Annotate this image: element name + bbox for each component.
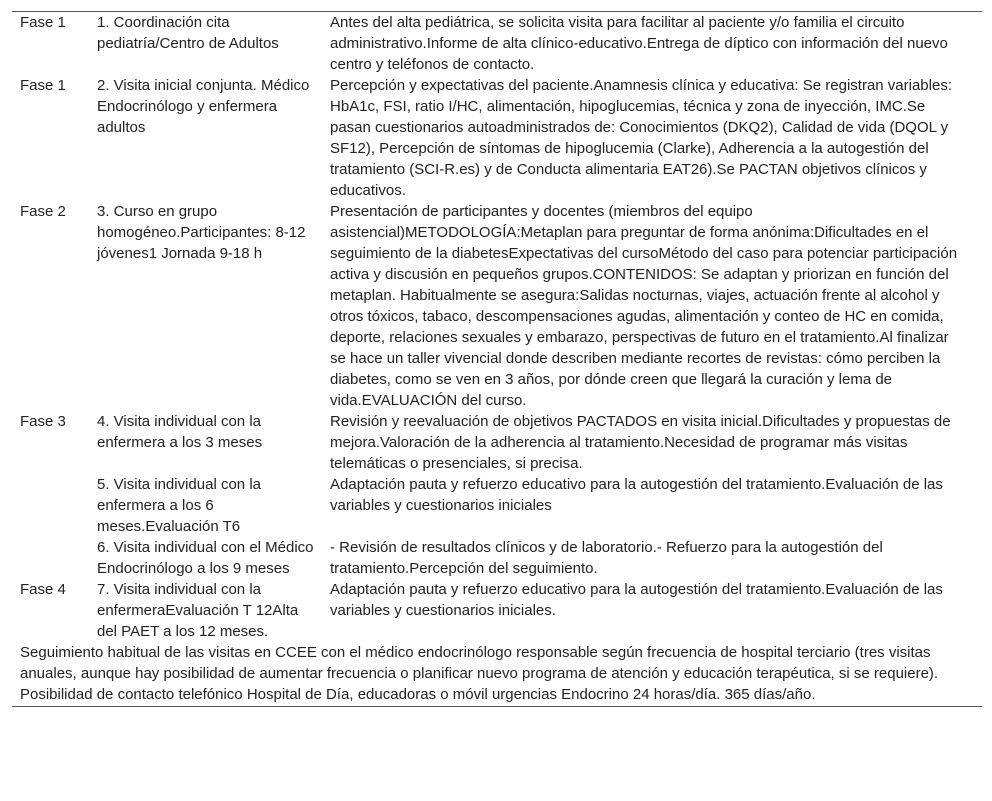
- description-cell: Adaptación pauta y refuerzo educativo para la autogestión del tratamiento.Evaluación de las variables y cuestionarios iniciales: [330, 476, 943, 514]
- visit-cell: 4. Visita individual con la enfermera a los 3 meses: [97, 413, 263, 451]
- phase-cell: [12, 474, 90, 537]
- phase-cell: Fase 4: [20, 581, 66, 598]
- program-table: [12, 11, 982, 707]
- table-row: [12, 474, 982, 537]
- visit-cell: 3. Curso en grupo homogéneo.Participantes: 8-12 jóvenes1 Jornada 9-18 h: [97, 203, 306, 262]
- visit-cell: 5. Visita individual con la enfermera a los 6 meses.Evaluación T6: [97, 476, 261, 535]
- visit-cell: 2. Visita inicial conjunta. Médico Endocrinólogo y enfermera adultos: [97, 77, 310, 136]
- table-row: [12, 411, 982, 474]
- description-cell: - Revisión de resultados clínicos y de laboratorio.- Refuerzo para la autogestión del tratamiento.Percepción del seguimiento.: [330, 539, 883, 577]
- visit-cell: 1. Coordinación cita pediatría/Centro de Adultos: [97, 14, 279, 52]
- description-cell: Adaptación pauta y refuerzo educativo para la autogestión del tratamiento.Evaluación de las variables y cuestionarios iniciales.: [330, 581, 943, 619]
- table-row: [12, 12, 982, 76]
- description-cell: Percepción y expectativas del paciente.Anamnesis clínica y educativa: Se registran variables: HbA1c, FSI, ratio I/HC, alimentación, hipoglucemias, técnica y zona de inyección, IMC.Se pasan cuestionarios autoadministrados de: Conocimientos (DKQ2), Calidad de vida (DQOL y SF12), Percepción de síntomas de hipoglucemia (Clarke), Adherencia a la autogestión del tratamiento (SCI-R.es) y de Conducta alimentaria EAT26).Se PACTAN objetivos clínicos y educativos.: [330, 77, 952, 199]
- table-row: [12, 201, 982, 411]
- visit-cell: 6. Visita individual con el Médico Endocrinólogo a los 9 meses: [97, 539, 314, 577]
- phase-cell: Fase 1: [20, 77, 66, 94]
- phase-cell: [12, 537, 90, 579]
- program-table-container: [12, 11, 982, 707]
- phase-cell: Fase 3: [20, 413, 66, 430]
- description-cell: Revisión y reevaluación de objetivos PACTADOS en visita inicial.Dificultades y propuestas de mejora.Valoración de la adherencia al tratamiento.Necesidad de programar más visitas telemáticas o presenciales, si precisa.: [330, 413, 951, 472]
- table-row: [12, 537, 982, 579]
- table-footer-row: [12, 642, 982, 707]
- visit-cell: 7. Visita individual con la enfermeraEvaluación T 12Alta del PAET a los 12 meses.: [97, 581, 299, 640]
- description-cell: Presentación de participantes y docentes (miembros del equipo asistencial)METODOLOGÍA:Metaplan para preguntar de forma anónima:Dificultades en el seguimiento de la diabetesExpectativas del cursoMétodo del caso para potenciar participación activa y discusión en pequeños grupos.CONTENIDOS: Se adaptan y priorizan en función del metaplan. Habitualmente se asegura:Salidas nocturnas, viajes, actuación frente al alcohol y otros tóxicos, tabaco, descompensaciones agudas, alimentación y conteo de HC en comida, deporte, relaciones sexuales y embarazo, perspectivas de futuro en el tratamiento.Al finalizar se hace un taller vivencial donde describen mediante recortes de revistas: cómo perciben la diabetes, como se ven en 3 años, por dónde creen que llegará la curación y lema de vida.EVALUACIÓN del curso.: [330, 203, 958, 409]
- table-row: [12, 75, 982, 201]
- description-cell: Antes del alta pediátrica, se solicita visita para facilitar al paciente y/o familia el circuito administrativo.Informe de alta clínico-educativo.Entrega de díptico con información del nuevo centro y teléfonos de contacto.: [330, 14, 948, 73]
- phase-cell: Fase 1: [20, 14, 66, 31]
- phase-cell: Fase 2: [20, 203, 66, 220]
- table-row: [12, 579, 982, 642]
- footer-note: Seguimiento habitual de las visitas en CCEE con el médico endocrinólogo responsable según frecuencia de hospital terciario (tres visitas anuales, aunque hay posibilidad de aumentar frecuencia o planificar nuevo programa de atención y educación terapéutica, si se requiere). Posibilidad de contacto telefónico Hospital de Día, educadoras o móvil urgencias Endocrino 24 horas/día. 365 días/año.: [20, 644, 939, 703]
